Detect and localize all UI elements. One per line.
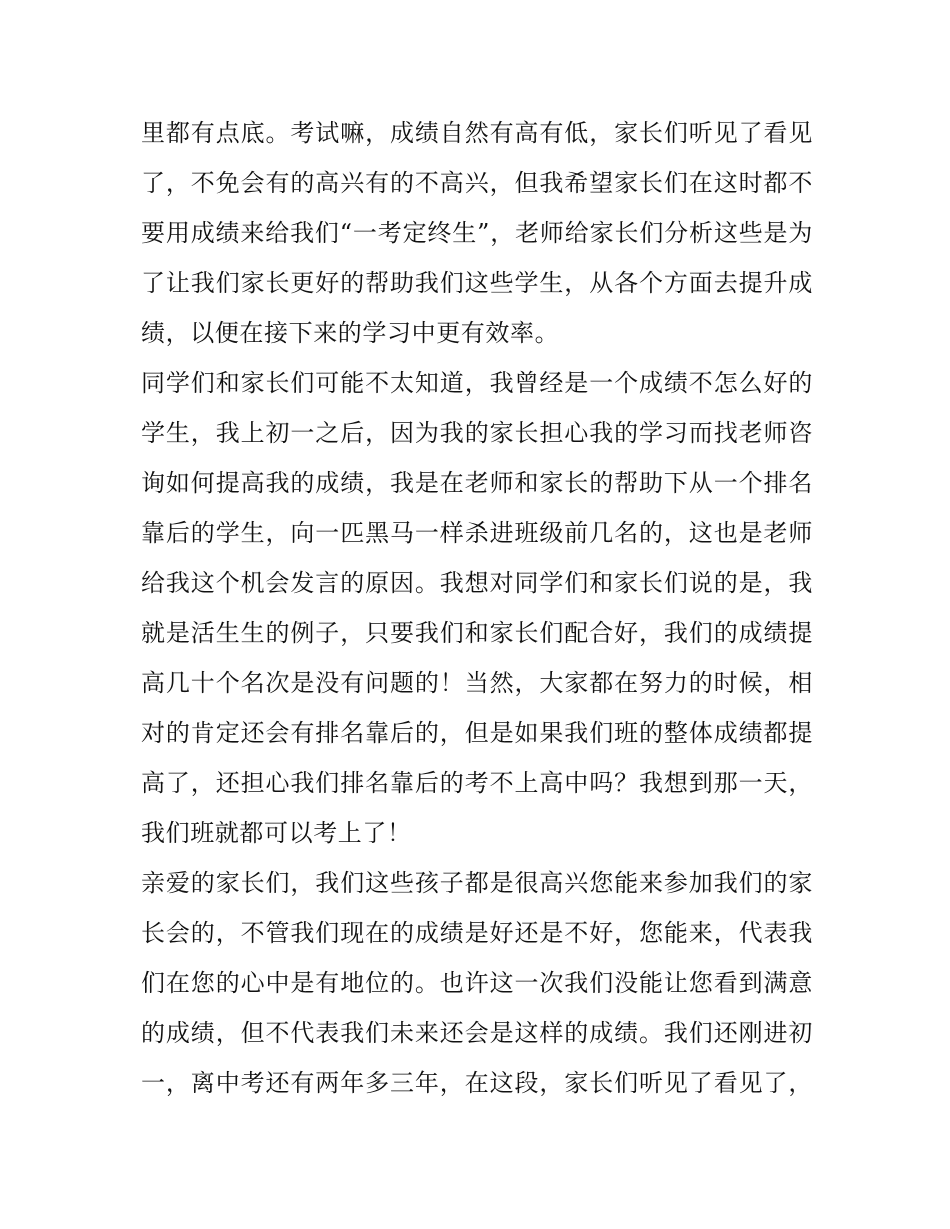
- paragraph-1: [141, 108, 813, 358]
- text-line: 一，离中考还有两年多三年，在这段，家长们听见了看见了，: [141, 1069, 813, 1097]
- text-line: 了让我们家长更好的帮助我们这些学生，从各个方面去提升成: [141, 269, 813, 297]
- paragraph-2: [141, 358, 813, 858]
- text-line: 高几十个名次是没有问题的！当然，大家都在努力的时候，相: [141, 669, 813, 697]
- document-body: [141, 108, 813, 1108]
- paragraph-3: [141, 858, 813, 1108]
- text-line: 们在您的心中是有地位的。也许这一次我们没能让您看到满意: [141, 969, 813, 997]
- text-line: 我们班就都可以考上了！: [141, 819, 412, 847]
- text-line: 给我这个机会发言的原因。我想对同学们和家长们说的是，我: [141, 569, 813, 597]
- text-line: 高了，还担心我们排名靠后的考不上高中吗？我想到那一天，: [141, 769, 813, 797]
- text-line: 学生，我上初一之后，因为我的家长担心我的学习而找老师咨: [141, 419, 813, 447]
- text-line: 的成绩，但不代表我们未来还会是这样的成绩。我们还刚进初: [141, 1019, 813, 1047]
- text-line: 就是活生生的例子，只要我们和家长们配合好，我们的成绩提: [141, 619, 813, 647]
- text-line: 询如何提高我的成绩，我是在老师和家长的帮助下从一个排名: [141, 469, 813, 497]
- text-line: 要用成绩来给我们“一考定终生”，老师给家长们分析这些是为: [141, 219, 813, 247]
- text-line: 同学们和家长们可能不太知道，我曾经是一个成绩不怎么好的: [141, 369, 813, 397]
- text-line: 长会的，不管我们现在的成绩是好还是不好，您能来，代表我: [141, 919, 813, 947]
- text-line: 绩，以便在接下来的学习中更有效率。: [141, 319, 560, 347]
- text-line: 了，不免会有的高兴有的不高兴，但我希望家长们在这时都不: [141, 169, 813, 197]
- text-line: 里都有点底。考试嘛，成绩自然有高有低，家长们听见了看见: [141, 119, 813, 147]
- text-line: 对的肯定还会有排名靠后的，但是如果我们班的整体成绩都提: [141, 719, 813, 747]
- text-line: 亲爱的家长们，我们这些孩子都是很高兴您能来参加我们的家: [141, 869, 813, 897]
- text-line: 靠后的学生，向一匹黑马一样杀进班级前几名的，这也是老师: [141, 519, 813, 547]
